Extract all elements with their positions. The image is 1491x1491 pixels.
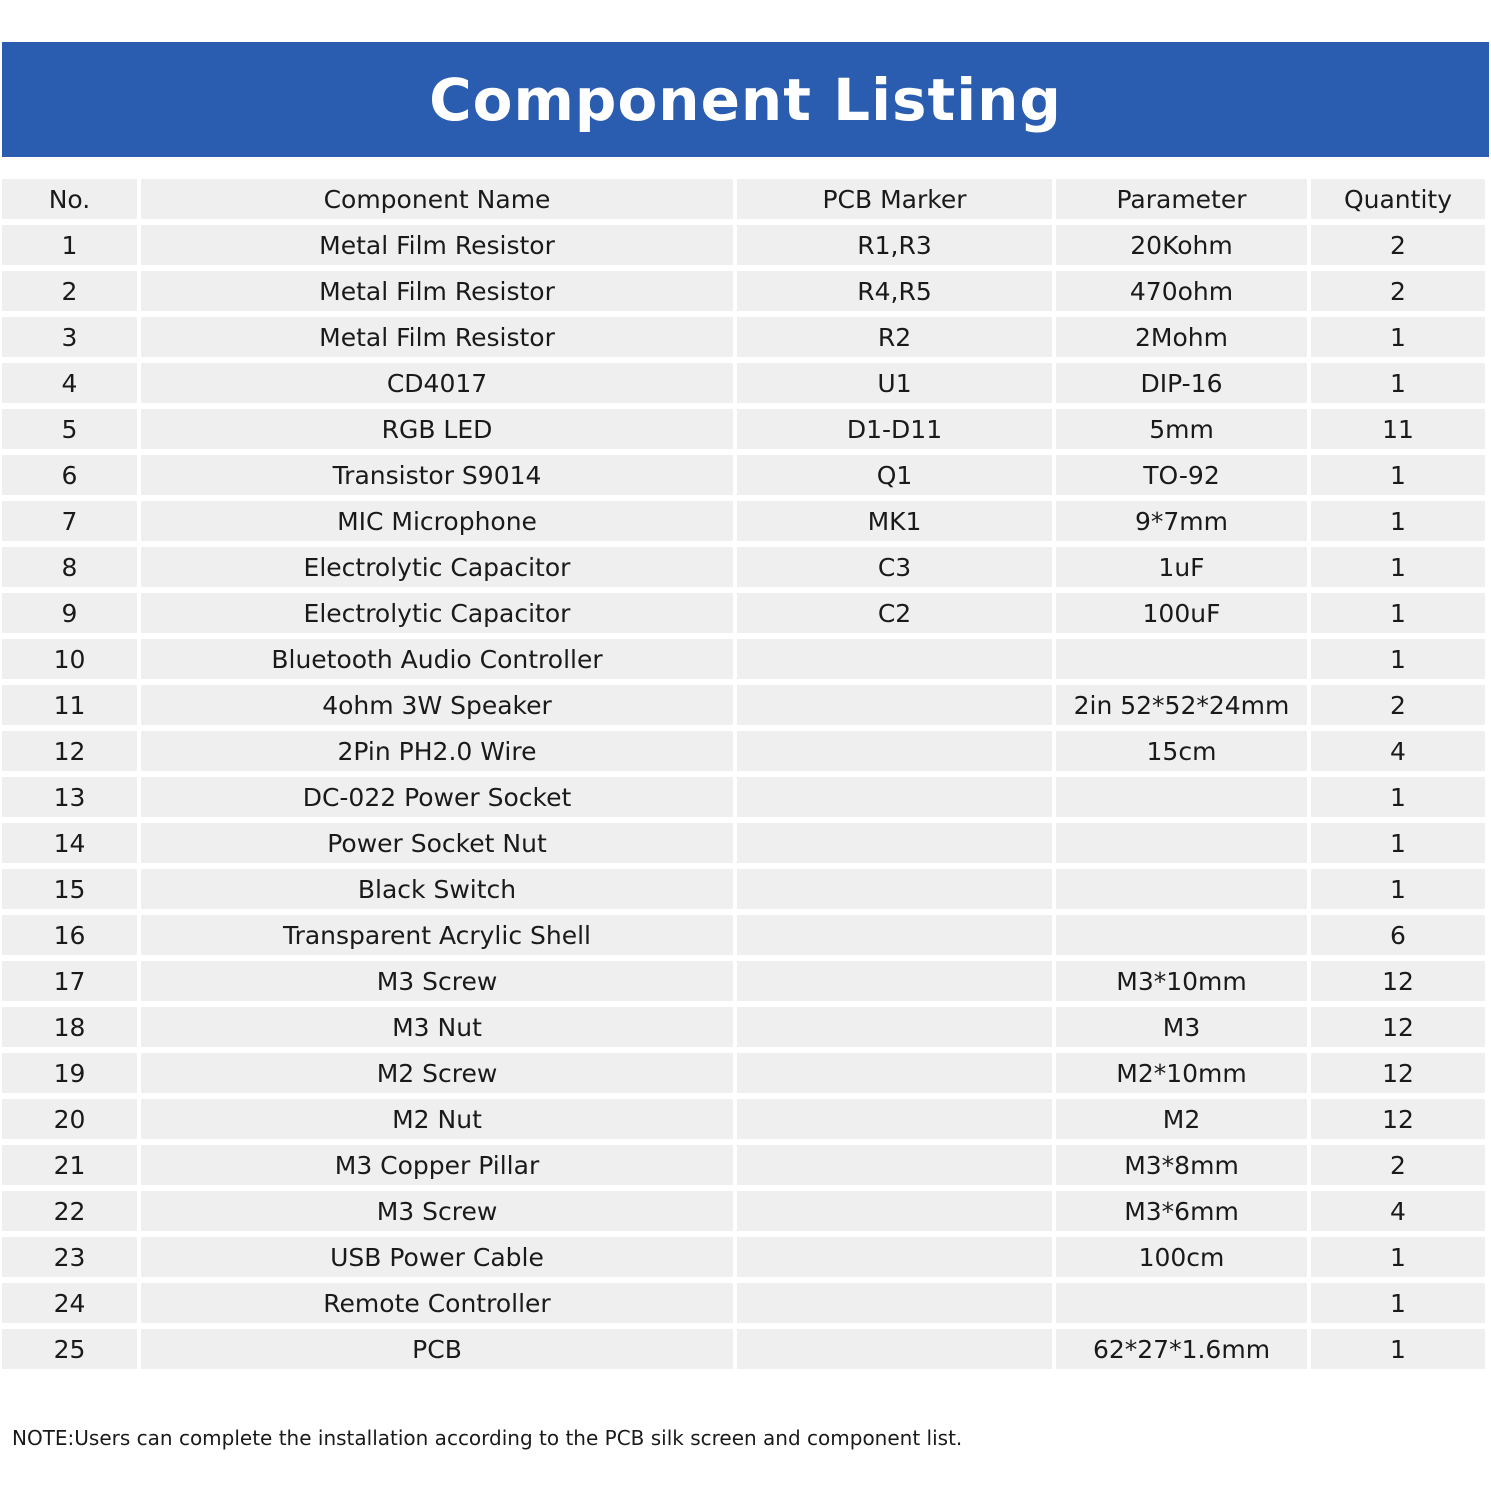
cell-no: 11 <box>2 685 137 725</box>
cell-quantity: 12 <box>1311 1053 1485 1093</box>
header-quantity: Quantity <box>1311 179 1485 219</box>
cell-component-name: M2 Screw <box>141 1053 733 1093</box>
table-row <box>2 409 1489 449</box>
cell-quantity: 1 <box>1311 501 1485 541</box>
table-row <box>2 1283 1489 1323</box>
header-no: No. <box>2 179 137 219</box>
title-banner <box>2 42 1489 157</box>
table-row <box>2 1007 1489 1047</box>
cell-quantity: 12 <box>1311 1007 1485 1047</box>
table-row <box>2 1191 1489 1231</box>
cell-pcb-marker <box>737 961 1052 1001</box>
table-row <box>2 823 1489 863</box>
cell-pcb-marker <box>737 1099 1052 1139</box>
cell-component-name: Transistor S9014 <box>141 455 733 495</box>
cell-no: 1 <box>2 225 137 265</box>
table-row <box>2 317 1489 357</box>
component-table <box>2 179 1489 1375</box>
table-row <box>2 915 1489 955</box>
cell-pcb-marker <box>737 1283 1052 1323</box>
table-row <box>2 501 1489 541</box>
cell-no: 17 <box>2 961 137 1001</box>
table-row <box>2 455 1489 495</box>
cell-parameter: M3 <box>1056 1007 1307 1047</box>
cell-parameter: 100cm <box>1056 1237 1307 1277</box>
cell-no: 8 <box>2 547 137 587</box>
cell-quantity: 1 <box>1311 1329 1485 1369</box>
cell-quantity: 11 <box>1311 409 1485 449</box>
table-row <box>2 271 1489 311</box>
cell-pcb-marker: U1 <box>737 363 1052 403</box>
cell-pcb-marker <box>737 731 1052 771</box>
cell-component-name: USB Power Cable <box>141 1237 733 1277</box>
table-row <box>2 777 1489 817</box>
cell-no: 10 <box>2 639 137 679</box>
cell-parameter: 9*7mm <box>1056 501 1307 541</box>
cell-quantity: 1 <box>1311 823 1485 863</box>
cell-component-name: Black Switch <box>141 869 733 909</box>
table-row <box>2 593 1489 633</box>
cell-component-name: Electrolytic Capacitor <box>141 547 733 587</box>
header-pcb-marker: PCB Marker <box>737 179 1052 219</box>
cell-quantity: 1 <box>1311 1237 1485 1277</box>
cell-quantity: 1 <box>1311 547 1485 587</box>
cell-component-name: M3 Screw <box>141 1191 733 1231</box>
cell-parameter: 62*27*1.6mm <box>1056 1329 1307 1369</box>
cell-parameter: 470ohm <box>1056 271 1307 311</box>
cell-parameter: 2in 52*52*24mm <box>1056 685 1307 725</box>
cell-no: 5 <box>2 409 137 449</box>
cell-component-name: M2 Nut <box>141 1099 733 1139</box>
cell-component-name: 2Pin PH2.0 Wire <box>141 731 733 771</box>
cell-component-name: MIC Microphone <box>141 501 733 541</box>
table-row <box>2 639 1489 679</box>
cell-component-name: Electrolytic Capacitor <box>141 593 733 633</box>
table-body <box>2 225 1489 1369</box>
cell-quantity: 1 <box>1311 777 1485 817</box>
cell-quantity: 1 <box>1311 593 1485 633</box>
table-row <box>2 961 1489 1001</box>
cell-pcb-marker: R1,R3 <box>737 225 1052 265</box>
cell-no: 19 <box>2 1053 137 1093</box>
table-row <box>2 1237 1489 1277</box>
cell-component-name: Remote Controller <box>141 1283 733 1323</box>
table-row <box>2 1329 1489 1369</box>
cell-quantity: 2 <box>1311 1145 1485 1185</box>
cell-parameter <box>1056 869 1307 909</box>
cell-no: 2 <box>2 271 137 311</box>
table-row <box>2 731 1489 771</box>
cell-no: 6 <box>2 455 137 495</box>
cell-parameter: 5mm <box>1056 409 1307 449</box>
table-row <box>2 869 1489 909</box>
cell-no: 3 <box>2 317 137 357</box>
cell-component-name: M3 Nut <box>141 1007 733 1047</box>
cell-no: 25 <box>2 1329 137 1369</box>
cell-no: 12 <box>2 731 137 771</box>
cell-component-name: DC-022 Power Socket <box>141 777 733 817</box>
cell-component-name: Metal Film Resistor <box>141 225 733 265</box>
cell-parameter: 20Kohm <box>1056 225 1307 265</box>
cell-parameter: 100uF <box>1056 593 1307 633</box>
cell-component-name: 4ohm 3W Speaker <box>141 685 733 725</box>
table-row <box>2 1145 1489 1185</box>
cell-parameter: 2Mohm <box>1056 317 1307 357</box>
cell-pcb-marker: Q1 <box>737 455 1052 495</box>
cell-parameter <box>1056 777 1307 817</box>
cell-quantity: 6 <box>1311 915 1485 955</box>
cell-parameter: M3*6mm <box>1056 1191 1307 1231</box>
cell-parameter <box>1056 1283 1307 1323</box>
cell-pcb-marker: MK1 <box>737 501 1052 541</box>
header-parameter: Parameter <box>1056 179 1307 219</box>
cell-parameter: DIP-16 <box>1056 363 1307 403</box>
cell-quantity: 4 <box>1311 1191 1485 1231</box>
table-header-row <box>2 179 1489 219</box>
cell-pcb-marker <box>737 1329 1052 1369</box>
cell-no: 9 <box>2 593 137 633</box>
cell-quantity: 2 <box>1311 225 1485 265</box>
cell-no: 24 <box>2 1283 137 1323</box>
cell-no: 13 <box>2 777 137 817</box>
cell-parameter: M3*8mm <box>1056 1145 1307 1185</box>
cell-quantity: 2 <box>1311 271 1485 311</box>
cell-no: 4 <box>2 363 137 403</box>
table-row <box>2 363 1489 403</box>
cell-quantity: 1 <box>1311 639 1485 679</box>
cell-no: 14 <box>2 823 137 863</box>
cell-no: 18 <box>2 1007 137 1047</box>
table-row <box>2 1099 1489 1139</box>
cell-pcb-marker <box>737 1007 1052 1047</box>
cell-parameter: M2*10mm <box>1056 1053 1307 1093</box>
table-row <box>2 547 1489 587</box>
cell-no: 22 <box>2 1191 137 1231</box>
cell-parameter: TO-92 <box>1056 455 1307 495</box>
cell-pcb-marker: R2 <box>737 317 1052 357</box>
cell-quantity: 12 <box>1311 961 1485 1001</box>
header-component-name: Component Name <box>141 179 733 219</box>
cell-pcb-marker <box>737 1191 1052 1231</box>
cell-quantity: 1 <box>1311 869 1485 909</box>
cell-no: 15 <box>2 869 137 909</box>
cell-no: 20 <box>2 1099 137 1139</box>
cell-pcb-marker: C2 <box>737 593 1052 633</box>
cell-pcb-marker <box>737 639 1052 679</box>
cell-parameter: 1uF <box>1056 547 1307 587</box>
cell-pcb-marker <box>737 869 1052 909</box>
cell-pcb-marker <box>737 915 1052 955</box>
cell-quantity: 2 <box>1311 685 1485 725</box>
cell-component-name: PCB <box>141 1329 733 1369</box>
cell-no: 23 <box>2 1237 137 1277</box>
cell-component-name: RGB LED <box>141 409 733 449</box>
page-title: Component Listing <box>429 65 1062 134</box>
cell-parameter: M3*10mm <box>1056 961 1307 1001</box>
cell-component-name: M3 Screw <box>141 961 733 1001</box>
cell-no: 21 <box>2 1145 137 1185</box>
cell-pcb-marker: R4,R5 <box>737 271 1052 311</box>
cell-parameter <box>1056 639 1307 679</box>
cell-component-name: Power Socket Nut <box>141 823 733 863</box>
cell-pcb-marker <box>737 777 1052 817</box>
cell-pcb-marker <box>737 823 1052 863</box>
cell-no: 16 <box>2 915 137 955</box>
table-row <box>2 225 1489 265</box>
cell-component-name: Metal Film Resistor <box>141 271 733 311</box>
cell-no: 7 <box>2 501 137 541</box>
cell-quantity: 1 <box>1311 1283 1485 1323</box>
cell-component-name: Bluetooth Audio Controller <box>141 639 733 679</box>
cell-pcb-marker <box>737 1237 1052 1277</box>
cell-parameter <box>1056 915 1307 955</box>
cell-pcb-marker <box>737 1145 1052 1185</box>
cell-quantity: 1 <box>1311 317 1485 357</box>
cell-quantity: 1 <box>1311 363 1485 403</box>
cell-component-name: Metal Film Resistor <box>141 317 733 357</box>
cell-quantity: 1 <box>1311 455 1485 495</box>
cell-component-name: Transparent Acrylic Shell <box>141 915 733 955</box>
cell-parameter <box>1056 823 1307 863</box>
cell-pcb-marker: D1-D11 <box>737 409 1052 449</box>
cell-component-name: M3 Copper Pillar <box>141 1145 733 1185</box>
cell-parameter: 15cm <box>1056 731 1307 771</box>
cell-pcb-marker: C3 <box>737 547 1052 587</box>
cell-quantity: 12 <box>1311 1099 1485 1139</box>
cell-pcb-marker <box>737 1053 1052 1093</box>
table-row <box>2 1053 1489 1093</box>
cell-component-name: CD4017 <box>141 363 733 403</box>
cell-quantity: 4 <box>1311 731 1485 771</box>
table-row <box>2 685 1489 725</box>
cell-parameter: M2 <box>1056 1099 1307 1139</box>
installation-note: NOTE:Users can complete the installation according to the PCB silk screen and component list. <box>12 1426 963 1450</box>
cell-pcb-marker <box>737 685 1052 725</box>
